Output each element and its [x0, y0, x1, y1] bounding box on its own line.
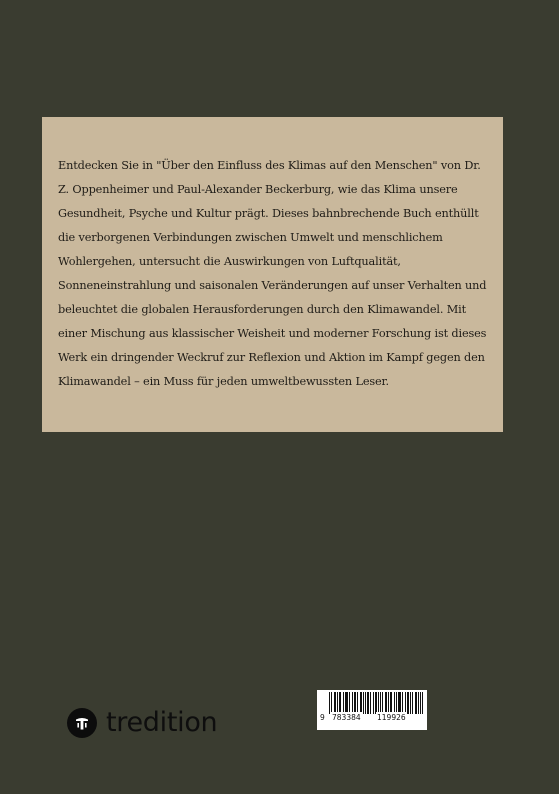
barcode-bar: [380, 692, 381, 714]
publisher-name: tredition: [106, 707, 218, 738]
barcode-bar: [412, 692, 413, 714]
barcode-bar: [396, 692, 397, 714]
barcode-digits-left: 783384: [332, 713, 361, 722]
barcode-bar: [368, 692, 369, 714]
barcode-bars: [317, 690, 427, 730]
barcode-bar: [388, 692, 389, 714]
barcode-bar: [385, 692, 386, 714]
barcode-bar: [360, 692, 361, 714]
barcode-bar: [399, 692, 400, 714]
barcode-bar: [361, 692, 362, 714]
barcode-bar: [407, 692, 408, 714]
barcode-bar: [357, 692, 358, 714]
isbn-barcode: [317, 690, 427, 730]
barcode-bar: [335, 692, 336, 714]
barcode-bar: [382, 692, 383, 714]
barcode-bar: [334, 692, 335, 714]
barcode-bar: [354, 692, 355, 714]
barcode-bar: [370, 692, 371, 714]
barcode-bar: [398, 692, 399, 714]
barcode-bar: [376, 692, 377, 714]
barcode-bar: [373, 692, 374, 714]
barcode-bar: [343, 692, 344, 714]
barcode-bar: [422, 692, 423, 714]
barcode-bar: [405, 692, 406, 714]
barcode-bar: [329, 692, 330, 714]
barcode-bar: [402, 692, 403, 714]
barcode-bar: [349, 692, 350, 714]
barcode-bar: [375, 692, 376, 714]
barcode-bar: [400, 692, 401, 714]
barcode-bar: [420, 692, 421, 714]
barcode-bar: [415, 692, 416, 714]
barcode-bar: [345, 692, 346, 714]
barcode-bar: [339, 692, 340, 714]
barcode-bar: [337, 692, 338, 714]
barcode-bar: [331, 692, 332, 714]
barcode-bar: [367, 692, 368, 714]
barcode-bar: [390, 692, 391, 714]
barcode-digit-first: 9: [320, 713, 325, 722]
barcode-bar: [408, 692, 409, 714]
blurb-text: Entdecken Sie in "Über den Einfluss des Klimas auf den Menschen" von Dr. Z. Oppenheimer und Paul-Alexander Beckerburg, wie das Klima unsere Gesundheit, Psyche und Kultur prägt. Dieses bahnbrechende Buch enthüllt die verborgenen Verbindungen zwischen Umwelt und menschlichem Wohlergehen, untersucht die Auswirkungen von Luftqualität, Sonneneinstrahlung und saisonalen Veränderungen auf unser Verhalten und beleuchtet die globalen Herausforderungen durch den Klimawandel. Mit einer Mischung aus klassischer Weisheit und moderner Forschung ist dieses Werk ein dringender Weckruf zur Reflexion und Aktion im Kampf gegen den Klimawandel – ein Muss für jeden umweltbewussten Leser.: [58, 159, 487, 388]
barcode-bar: [365, 692, 366, 714]
barcode-bar: [378, 692, 379, 714]
barcode-digits: [317, 712, 427, 724]
barcode-bar: [352, 692, 353, 714]
barcode-bar: [346, 692, 347, 714]
barcode-bar: [418, 692, 419, 714]
barcode-bar: [416, 692, 417, 714]
barcode-bar: [363, 692, 364, 714]
barcode-bar: [394, 692, 395, 714]
barcode-bar: [391, 692, 392, 714]
tredition-logo-icon: [67, 708, 97, 738]
blurb-box: [42, 117, 503, 432]
barcode-bar: [386, 692, 387, 714]
barcode-bar: [340, 692, 341, 714]
barcode-digits-right: 119926: [377, 713, 406, 722]
barcode-bar: [410, 692, 411, 714]
publisher-logo: [67, 706, 217, 740]
barcode-bar: [347, 692, 348, 714]
barcode-bar: [355, 692, 356, 714]
